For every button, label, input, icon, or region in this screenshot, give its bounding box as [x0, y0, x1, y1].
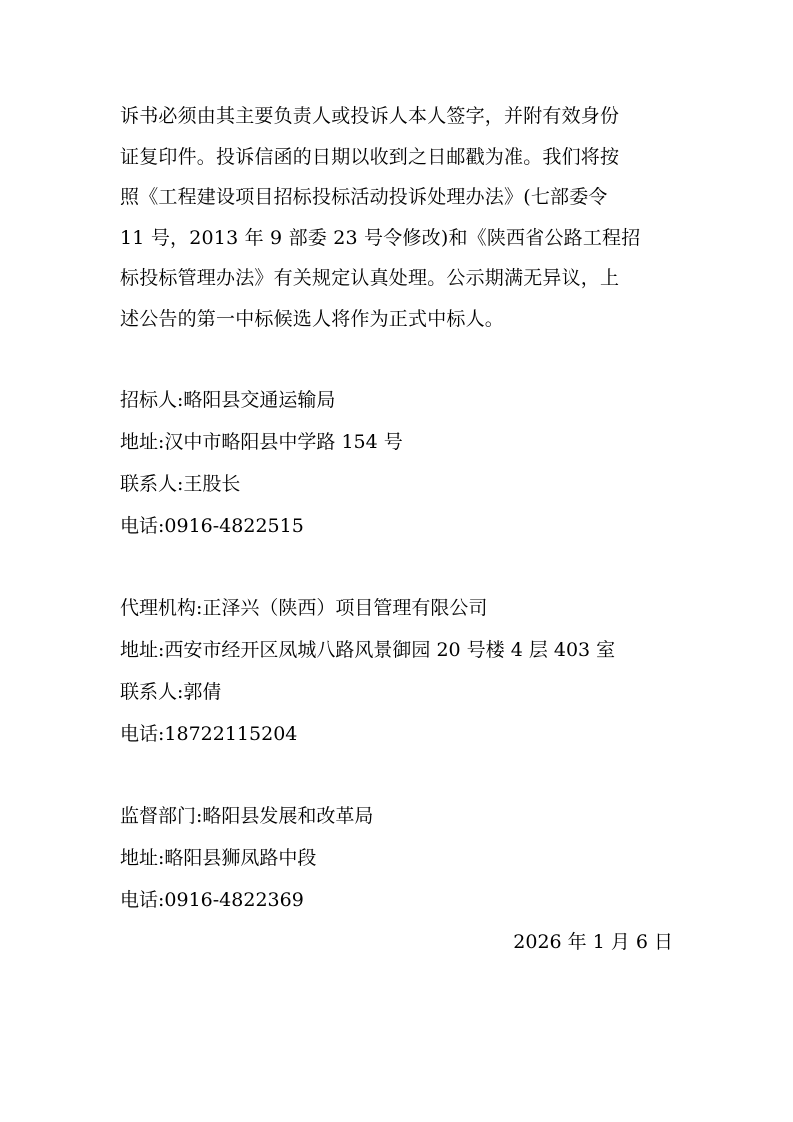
- agency-name: 代理机构:正泽兴（陕西）项目管理有限公司: [120, 597, 488, 619]
- paragraph-line: 照《工程建设项目招标投标活动投诉处理办法》(七部委令: [120, 186, 608, 208]
- paragraph-line: 诉书必须由其主要负责人或投诉人本人签字，并附有效身份: [120, 105, 620, 127]
- notice-paragraph: [120, 96, 680, 339]
- document-date: 2026 年 1 月 6 日: [513, 931, 673, 953]
- supervisor-address: 地址:略阳县狮凤路中段: [120, 847, 317, 869]
- agency-block: [120, 587, 680, 755]
- document-content: [120, 96, 680, 963]
- tenderer-contact: 联系人:王股长: [120, 473, 241, 495]
- agency-contact: 联系人:郭倩: [120, 681, 222, 703]
- agency-address: 地址:西安市经开区凤城八路风景御园 20 号楼 4 层 403 室: [120, 639, 616, 661]
- tenderer-block: [120, 379, 680, 547]
- paragraph-line: 11 号，2013 年 9 部委 23 号令修改)和《陕西省公路工程招: [120, 226, 641, 249]
- paragraph-line: 述公告的第一中标候选人将作为正式中标人。: [120, 307, 505, 330]
- tenderer-address: 地址:汉中市略阳县中学路 154 号: [120, 431, 403, 453]
- tenderer-phone: 电话:0916-4822515: [120, 515, 304, 537]
- paragraph-line: 证复印件。投诉信函的日期以收到之日邮戳为准。我们将按: [120, 145, 620, 168]
- spacer: [120, 339, 680, 379]
- tenderer-name: 招标人:略阳县交通运输局: [120, 389, 336, 411]
- spacer: [120, 755, 680, 795]
- supervisor-name: 监督部门:略阳县发展和改革局: [120, 805, 374, 827]
- supervisor-phone: 电话:0916-4822369: [120, 889, 304, 911]
- agency-phone: 电话:18722115204: [120, 723, 298, 745]
- paragraph-line: 标投标管理办法》有关规定认真处理。公示期满无异议，上: [120, 267, 620, 289]
- supervisor-block: [120, 795, 680, 921]
- spacer: [120, 547, 680, 587]
